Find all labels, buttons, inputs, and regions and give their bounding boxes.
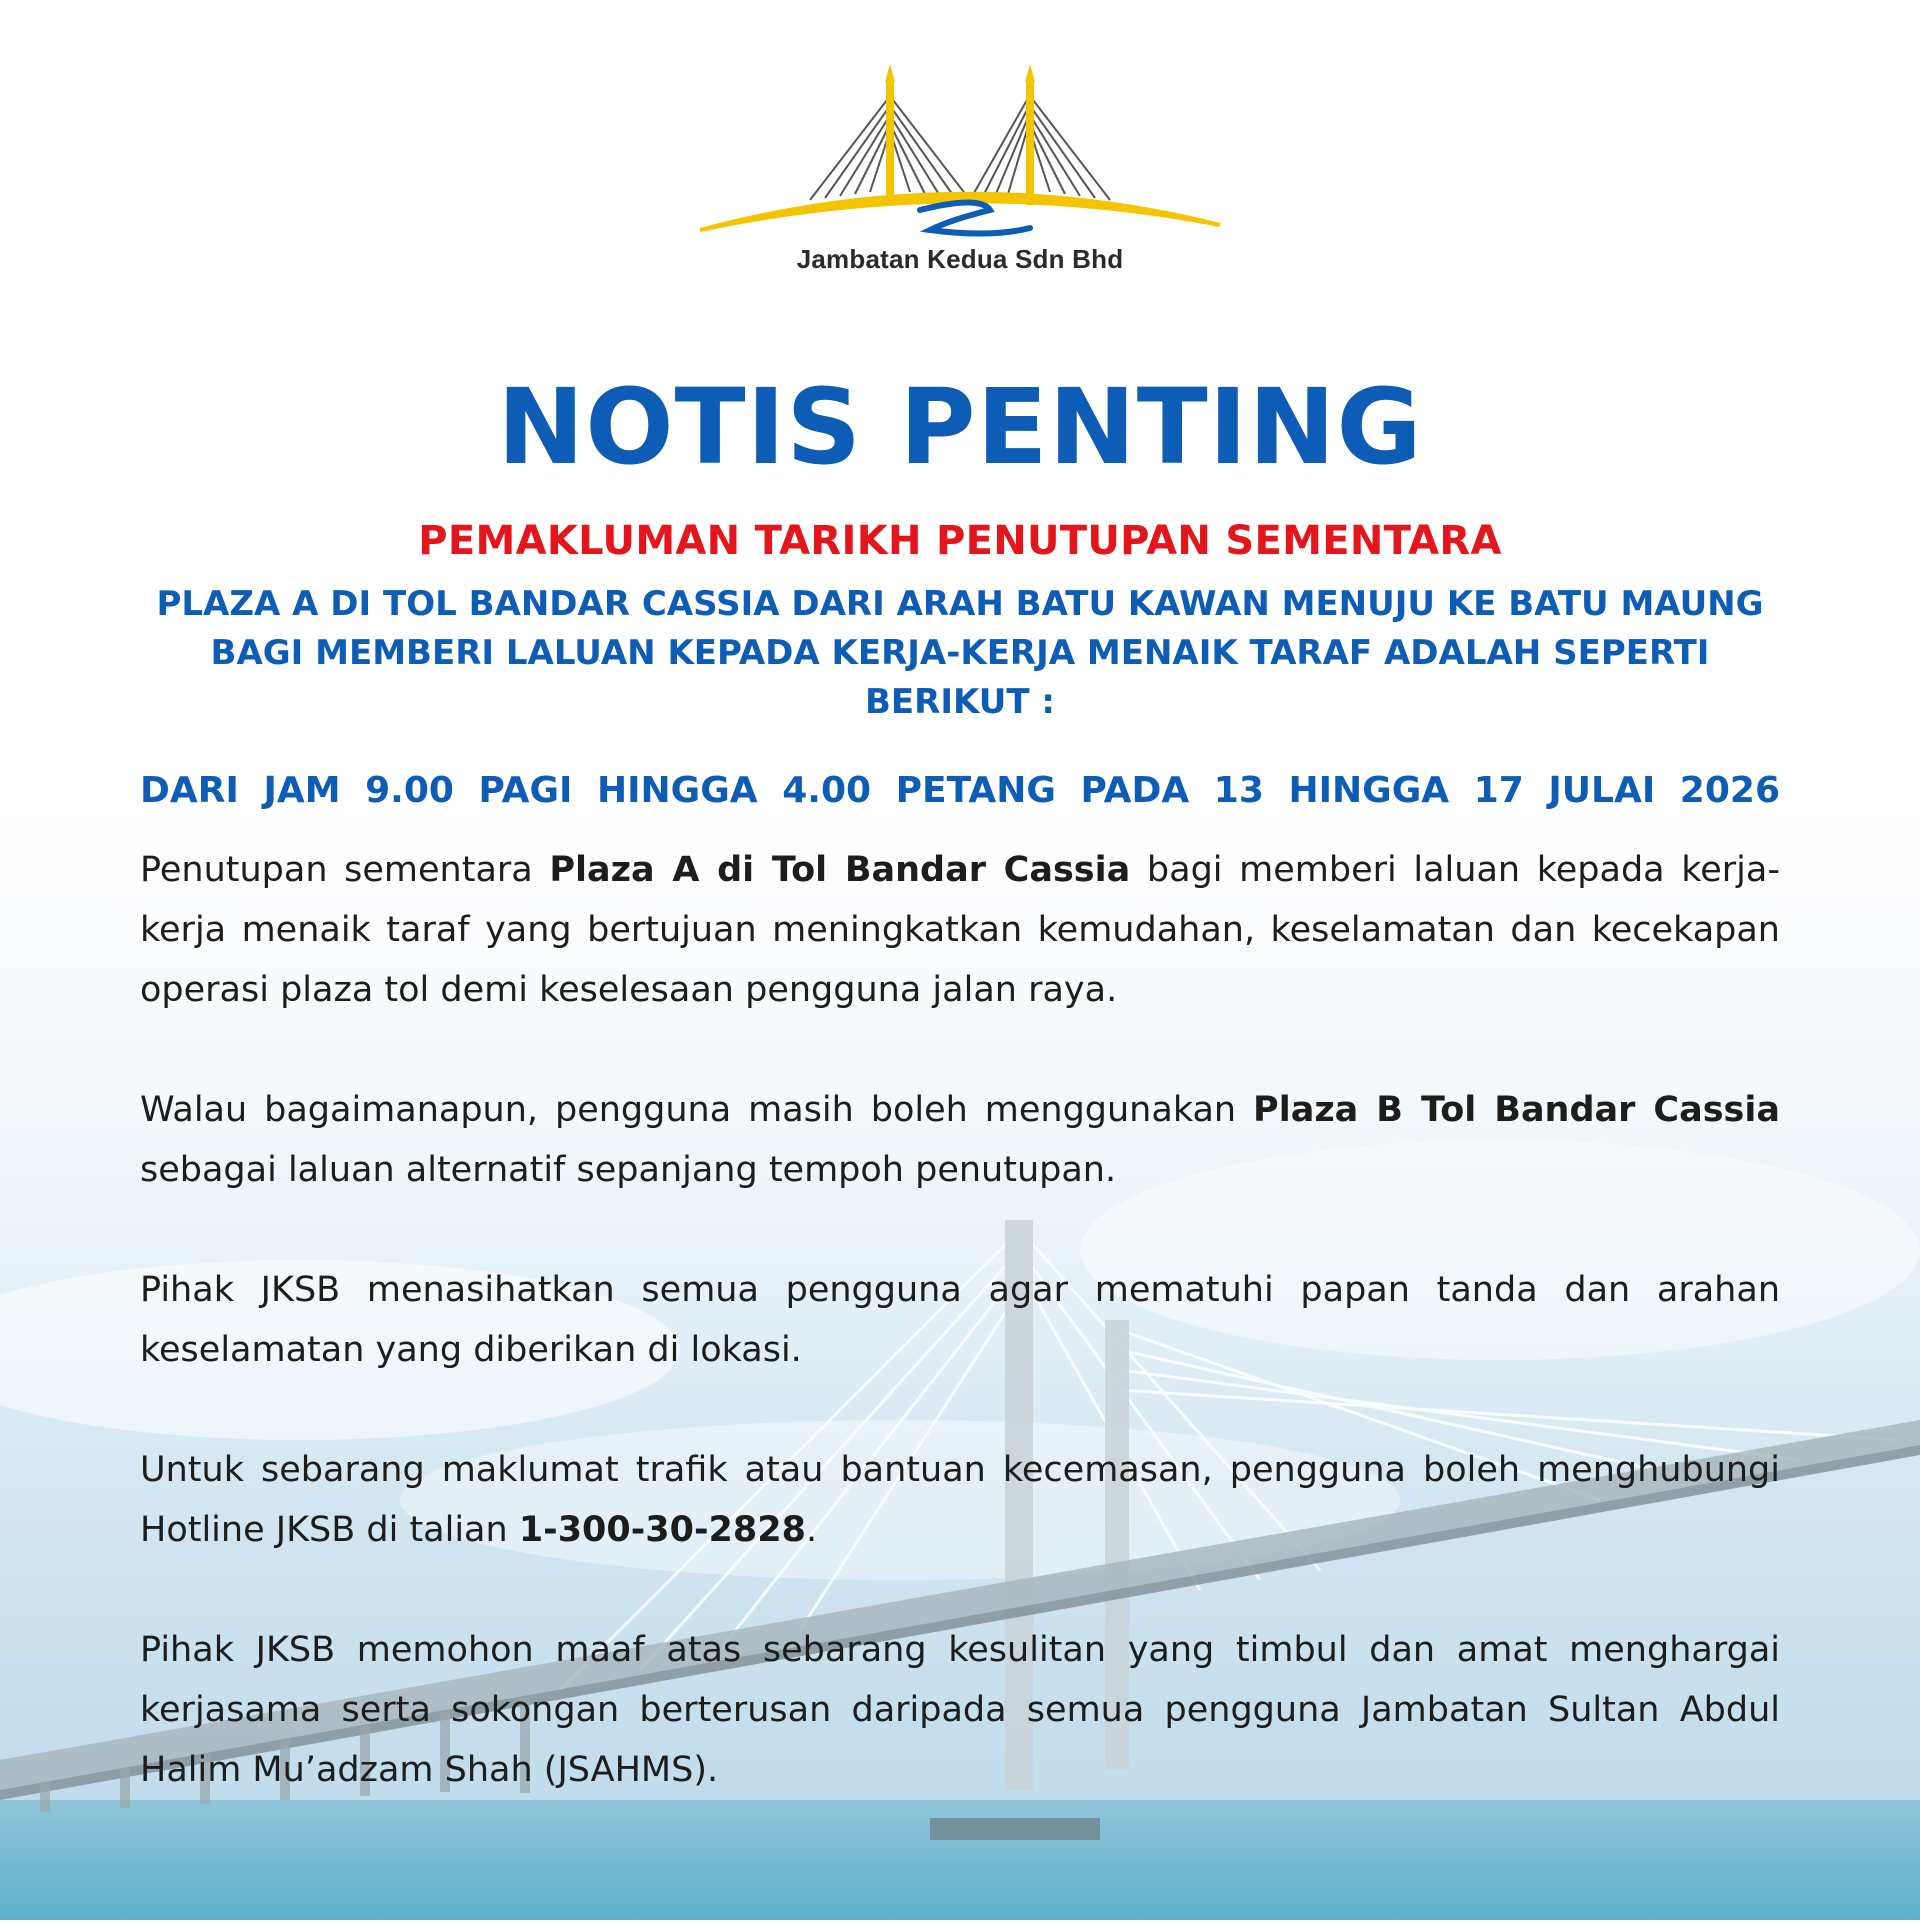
paragraph-alternative-route: Walau bagaimanapun, pengguna masih boleh menggunakan Plaza B Tol Bandar Cassia sebagai laluan alternatif sepanjang tempoh penutupan. (140, 1090, 1780, 1190)
bridge-logo-icon (690, 60, 1230, 240)
paragraph-safety-advice: Pihak JKSB menasihatkan semua pengguna agar mematuhi papan tanda dan arahan keselamatan yang diberikan di lokasi. (140, 1270, 1780, 1370)
company-name: Jambatan Kedua Sdn Bhd (796, 244, 1124, 274)
paragraph-hotline: Untuk sebarang maklumat trafik atau bantuan kecemasan, pengguna boleh menghubungi Hotline JKSB di talian 1-300-30-2828. (140, 1450, 1780, 1550)
notice-title: NOTIS PENTING (497, 366, 1423, 488)
notice-body (140, 840, 1780, 1860)
closure-date-time: DARI JAM 9.00 PAGI HINGGA 4.00 PETANG PADA 13 HINGGA 17 JULAI 2026 (140, 770, 1780, 811)
paragraph-apology: Pihak JKSB memohon maaf atas sebarang kesulitan yang timbul dan amat menghargai kerjasama serta sokongan berterusan daripada semua pengguna Jambatan Sultan Abdul Halim Mu’adzam Shah (JSAHMS). (140, 1630, 1780, 1790)
notice-subtitle: PEMAKLUMAN TARIKH PENUTUPAN SEMENTARA (418, 518, 1502, 564)
alternative-plaza-name: Plaza B Tol Bandar Cassia (1253, 1090, 1780, 1130)
closed-plaza-name: Plaza A di Tol Bandar Cassia (549, 850, 1131, 890)
company-logo (0, 60, 1920, 275)
notice-description: PLAZA A DI TOL BANDAR CASSIA DARI ARAH BATU KAWAN MENUJU KE BATU MAUNG BAGI MEMBERI LALUAN KEPADA KERJA-KERJA MENAIK TARAF ADALAH SEPERTI BERIKUT : (156, 584, 1764, 722)
hotline-number: 1-300-30-2828 (518, 1510, 806, 1550)
paragraph-closure-reason: Penutupan sementara Plaza A di Tol Bandar Cassia bagi memberi laluan kepada kerja-kerja menaik taraf yang bertujuan meningkatkan kemudahan, keselamatan dan kecekapan operasi plaza tol demi keselesaan pengguna jalan raya. (140, 850, 1780, 1010)
